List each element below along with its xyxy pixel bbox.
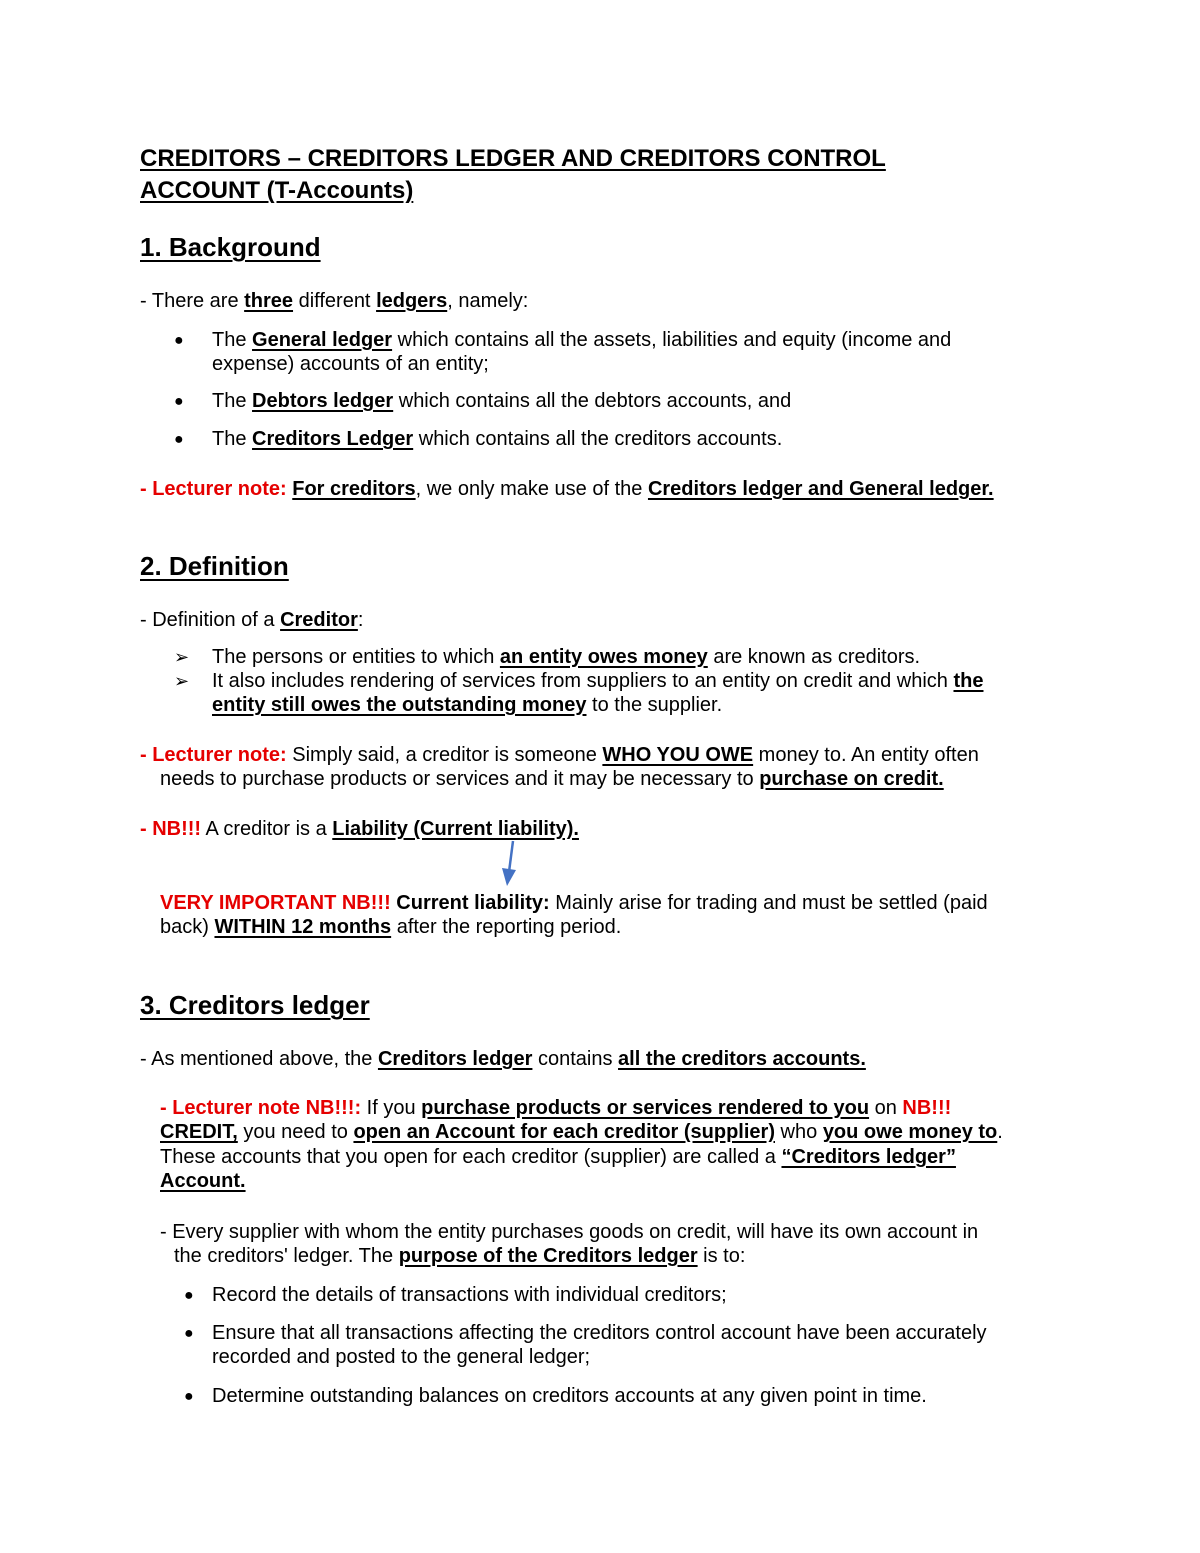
list-item-debtors-ledger: The Debtors ledger which contains all the debtors accounts, and [212,390,792,412]
lecturer-note-background: - Lecturer note: For creditors, we only make use of the Creditors ledger and General ledger. [140,478,994,500]
very-important-nb: VERY IMPORTANT NB!!! Current liability: Mainly arise for trading and must be settled (paid [160,892,988,914]
section-heading-definition: 2. Definition [140,551,289,581]
lecturer-note-creditors-ledger-line-3: These accounts that you open for each creditor (supplier) are called a “Creditors ledger” [160,1146,956,1168]
arrow-bullet-icon: ➢ [174,647,190,667]
list-item-rendering-services: It also includes rendering of services from suppliers to an entity on credit and which the [212,670,984,692]
lecturer-note-creditors-ledger: - Lecturer note NB!!!: If you purchase products or services rendered to you on NB!!! [160,1097,952,1119]
purpose-item-determine: Determine outstanding balances on creditors accounts at any given point in time. [212,1385,927,1407]
document-title-line-2: ACCOUNT (T-Accounts) [140,177,414,204]
lecturer-note-definition: - Lecturer note: Simply said, a creditor is someone WHO YOU OWE money to. An entity often [140,744,979,766]
creditors-ledger-intro: - As mentioned above, the Creditors ledger contains all the creditors accounts. [140,1048,866,1070]
bullet-icon: ● [174,332,184,349]
background-intro: - There are three different ledgers, namely: [140,290,529,312]
list-item-rendering-services-cont: entity still owes the outstanding money to the supplier. [212,694,723,716]
bullet-icon: ● [184,1287,194,1304]
bullet-icon: ● [174,393,184,410]
document-title-line-1: CREDITORS – CREDITORS LEDGER AND CREDITORS CONTROL [140,145,886,172]
every-supplier-paragraph-cont: the creditors' ledger. The purpose of the Creditors ledger is to: [174,1245,746,1267]
purpose-item-ensure: Ensure that all transactions affecting the creditors control account have been accurately [212,1322,987,1344]
down-arrow-icon [496,838,526,890]
nb-current-liability: - NB!!! A creditor is a Liability (Current liability). [140,818,579,840]
every-supplier-paragraph: - Every supplier with whom the entity purchases goods on credit, will have its own account in [160,1221,979,1243]
lecturer-note-creditors-ledger-line-4: Account. [160,1170,246,1192]
lecturer-note-creditors-ledger-line-2: CREDIT, you need to open an Account for each creditor (supplier) who you owe money to. [160,1121,1003,1143]
lecturer-note-definition-cont: needs to purchase products or services and it may be necessary to purchase on credit. [160,768,944,790]
list-item-general-ledger-cont: expense) accounts of an entity; [212,353,489,375]
purpose-item-ensure-cont: recorded and posted to the general ledger; [212,1346,591,1368]
very-important-nb-cont: back) WITHIN 12 months after the reporting period. [160,916,622,938]
arrow-bullet-icon: ➢ [174,671,190,691]
purpose-item-record: Record the details of transactions with individual creditors; [212,1284,727,1306]
list-item-creditors-ledger: The Creditors Ledger which contains all the creditors accounts. [212,428,783,450]
bullet-icon: ● [184,1388,194,1405]
bullet-icon: ● [184,1325,194,1342]
list-item-general-ledger: The General ledger which contains all the assets, liabilities and equity (income and [212,329,952,351]
bullet-icon: ● [174,431,184,448]
definition-intro: - Definition of a Creditor: [140,609,364,631]
section-heading-background: 1. Background [140,232,321,262]
section-heading-creditors-ledger: 3. Creditors ledger [140,990,370,1020]
list-item-persons-entities: The persons or entities to which an entity owes money are known as creditors. [212,646,921,668]
